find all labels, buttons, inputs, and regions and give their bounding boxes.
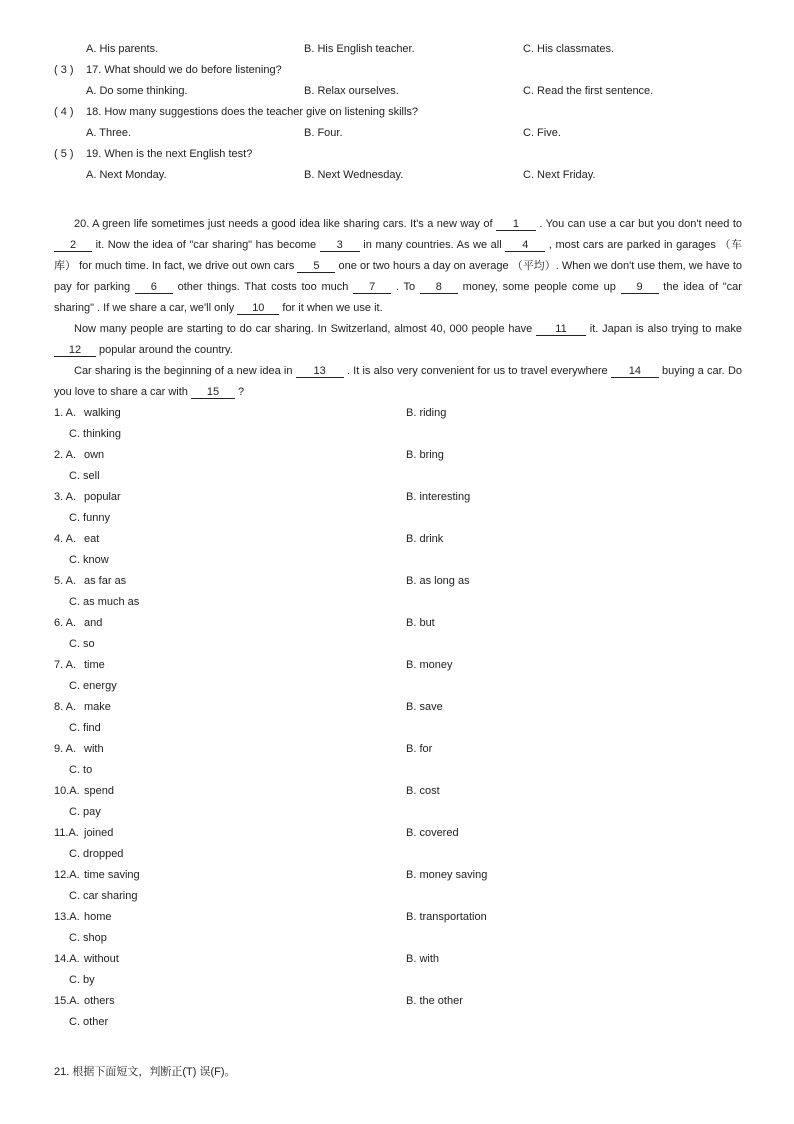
cloze-paragraph-1 (54, 214, 742, 319)
blank-8[interactable]: 8 (420, 281, 458, 294)
option-b[interactable]: B. riding (406, 407, 447, 419)
option-c[interactable]: C. thinking (69, 428, 121, 440)
q18-number: ( 4 ) (54, 106, 74, 118)
option-a[interactable]: and (84, 617, 103, 629)
blank-3[interactable]: 3 (320, 239, 360, 252)
q17-option-b[interactable]: B. Relax ourselves. (304, 85, 399, 97)
option-number: 4. A. (54, 533, 77, 545)
passage-text: one or two hours a day on average （平均）. When we don't use them, we have to pay for parking (54, 260, 742, 293)
option-a[interactable]: own (84, 449, 105, 461)
option-c[interactable]: C. find (69, 722, 101, 734)
option-b[interactable]: B. interesting (406, 491, 471, 503)
cloze-paragraph-3 (54, 361, 742, 403)
option-number: 9. A. (54, 743, 77, 755)
option-number: 13.A. (54, 911, 80, 923)
option-number: 14.A. (54, 953, 80, 965)
q16-option-b[interactable]: B. His English teacher. (304, 43, 415, 55)
passage-text: it. Japan is also trying to make (586, 323, 742, 335)
option-b[interactable]: B. with (406, 953, 440, 965)
blank-12[interactable]: 12 (54, 344, 96, 357)
option-c[interactable]: C. car sharing (69, 890, 138, 902)
option-number: 1. A. (54, 407, 77, 419)
q18-option-c[interactable]: C. Five. (523, 127, 561, 139)
passage-text: buying a car. Do you love to share a car with (54, 365, 743, 398)
passage-text: . To (391, 281, 420, 293)
option-c[interactable]: C. as much as (69, 596, 140, 608)
option-number: 11.A. (54, 827, 79, 839)
option-a[interactable]: others (84, 995, 115, 1007)
option-b[interactable]: B. drink (406, 533, 444, 545)
option-c[interactable]: C. by (69, 974, 95, 986)
q21-title: 21. 根据下面短文，判断正(T) 误(F)。 (54, 1066, 236, 1078)
passage-text: . It is also very convenient for us to travel everywhere (343, 365, 611, 377)
option-c[interactable]: C. know (69, 554, 109, 566)
passage-text: it. Now the idea of "car sharing" has become (92, 239, 320, 251)
option-b[interactable]: B. the other (406, 995, 463, 1007)
passage-text: Car sharing is the beginning of a new idea in (74, 365, 296, 377)
blank-6[interactable]: 6 (135, 281, 173, 294)
option-c[interactable]: C. other (69, 1016, 109, 1028)
passage-text: , most cars are parked in garages （车库） for much time. In fact, we drive out own cars (54, 239, 742, 272)
option-b[interactable]: B. bring (406, 449, 444, 461)
q17-option-a[interactable]: A. Do some thinking. (86, 85, 188, 97)
option-a[interactable]: make (84, 701, 111, 713)
q18-option-b[interactable]: B. Four. (304, 127, 343, 139)
option-b[interactable]: B. transportation (406, 911, 487, 923)
option-a[interactable]: without (84, 953, 119, 965)
blank-9[interactable]: 9 (621, 281, 659, 294)
q16-option-a[interactable]: A. His parents. (86, 43, 159, 55)
option-b[interactable]: B. money saving (406, 869, 488, 881)
blank-13[interactable]: 13 (296, 365, 344, 378)
option-a[interactable]: walking (84, 407, 121, 419)
option-c[interactable]: C. dropped (69, 848, 124, 860)
option-a[interactable]: joined (84, 827, 114, 839)
passage-text: . You can use a car but you don't need to (535, 218, 742, 230)
blank-7[interactable]: 7 (353, 281, 391, 294)
option-b[interactable]: B. for (406, 743, 433, 755)
option-number: 6. A. (54, 617, 77, 629)
passage-text: 20. A green life sometimes just needs a good idea like sharing cars. It's a new way of (74, 218, 496, 230)
blank-14[interactable]: 14 (611, 365, 659, 378)
q17-text: 17. What should we do before listening? (86, 64, 282, 76)
option-a[interactable]: time (84, 659, 105, 671)
option-a[interactable]: popular (84, 491, 121, 503)
cloze-paragraph-2 (54, 319, 742, 361)
option-b[interactable]: B. money (406, 659, 453, 671)
option-c[interactable]: C. sell (69, 470, 100, 482)
option-number: 5. A. (54, 575, 77, 587)
passage-text: in many countries. As we all (359, 239, 506, 251)
option-number: 7. A. (54, 659, 77, 671)
q19-option-b[interactable]: B. Next Wednesday. (304, 169, 404, 181)
blank-4[interactable]: 4 (505, 239, 545, 252)
q19-number: ( 5 ) (54, 148, 74, 160)
option-a[interactable]: home (84, 911, 112, 923)
q17-number: ( 3 ) (54, 64, 74, 76)
option-number: 8. A. (54, 701, 77, 713)
option-number: 15.A. (54, 995, 80, 1007)
passage-text: Now many people are starting to do car sharing. In Switzerland, almost 40, 000 people have (74, 323, 537, 335)
passage-text: other things. That costs too much (172, 281, 354, 293)
q18-text: 18. How many suggestions does the teacher give on listening skills? (86, 106, 419, 118)
passage-text: ? (234, 386, 245, 398)
option-c[interactable]: C. to (69, 764, 93, 776)
option-a[interactable]: as far as (84, 575, 127, 587)
blank-15[interactable]: 15 (191, 386, 235, 399)
passage-text: popular around the country. (96, 344, 233, 356)
q19-text: 19. When is the next English test? (86, 148, 253, 160)
option-number: 3. A. (54, 491, 77, 503)
option-c[interactable]: C. energy (69, 680, 117, 692)
option-c[interactable]: C. pay (69, 806, 101, 818)
blank-11[interactable]: 11 (536, 323, 586, 336)
option-c[interactable]: C. funny (69, 512, 110, 524)
option-b[interactable]: B. cost (406, 785, 440, 797)
passage-text: money, some people come up (457, 281, 621, 293)
blank-1[interactable]: 1 (496, 218, 536, 231)
passage-text: for it when we use it. (279, 302, 383, 314)
option-b[interactable]: B. save (406, 701, 443, 713)
option-b[interactable]: B. but (406, 617, 435, 629)
option-c[interactable]: C. so (69, 638, 95, 650)
option-number: 2. A. (54, 449, 77, 461)
option-c[interactable]: C. shop (69, 932, 107, 944)
blank-10[interactable]: 10 (237, 302, 279, 315)
option-a[interactable]: with (84, 743, 104, 755)
q17-option-c[interactable]: C. Read the first sentence. (523, 85, 654, 97)
option-a[interactable]: time saving (84, 869, 140, 881)
option-a[interactable]: spend (84, 785, 114, 797)
option-number: 10.A. (54, 785, 80, 797)
q18-option-a[interactable]: A. Three. (86, 127, 132, 139)
option-number: 12.A. (54, 869, 80, 881)
blank-2[interactable]: 2 (54, 239, 92, 252)
option-b[interactable]: B. as long as (406, 575, 470, 587)
q19-option-a[interactable]: A. Next Monday. (86, 169, 167, 181)
option-a[interactable]: eat (84, 533, 100, 545)
blank-5[interactable]: 5 (297, 260, 335, 273)
q19-option-c[interactable]: C. Next Friday. (523, 169, 596, 181)
q16-option-c[interactable]: C. His classmates. (523, 43, 615, 55)
option-b[interactable]: B. covered (406, 827, 459, 839)
passage-text: the idea of "car sharing" . If we share a car, we'll only (54, 281, 742, 314)
